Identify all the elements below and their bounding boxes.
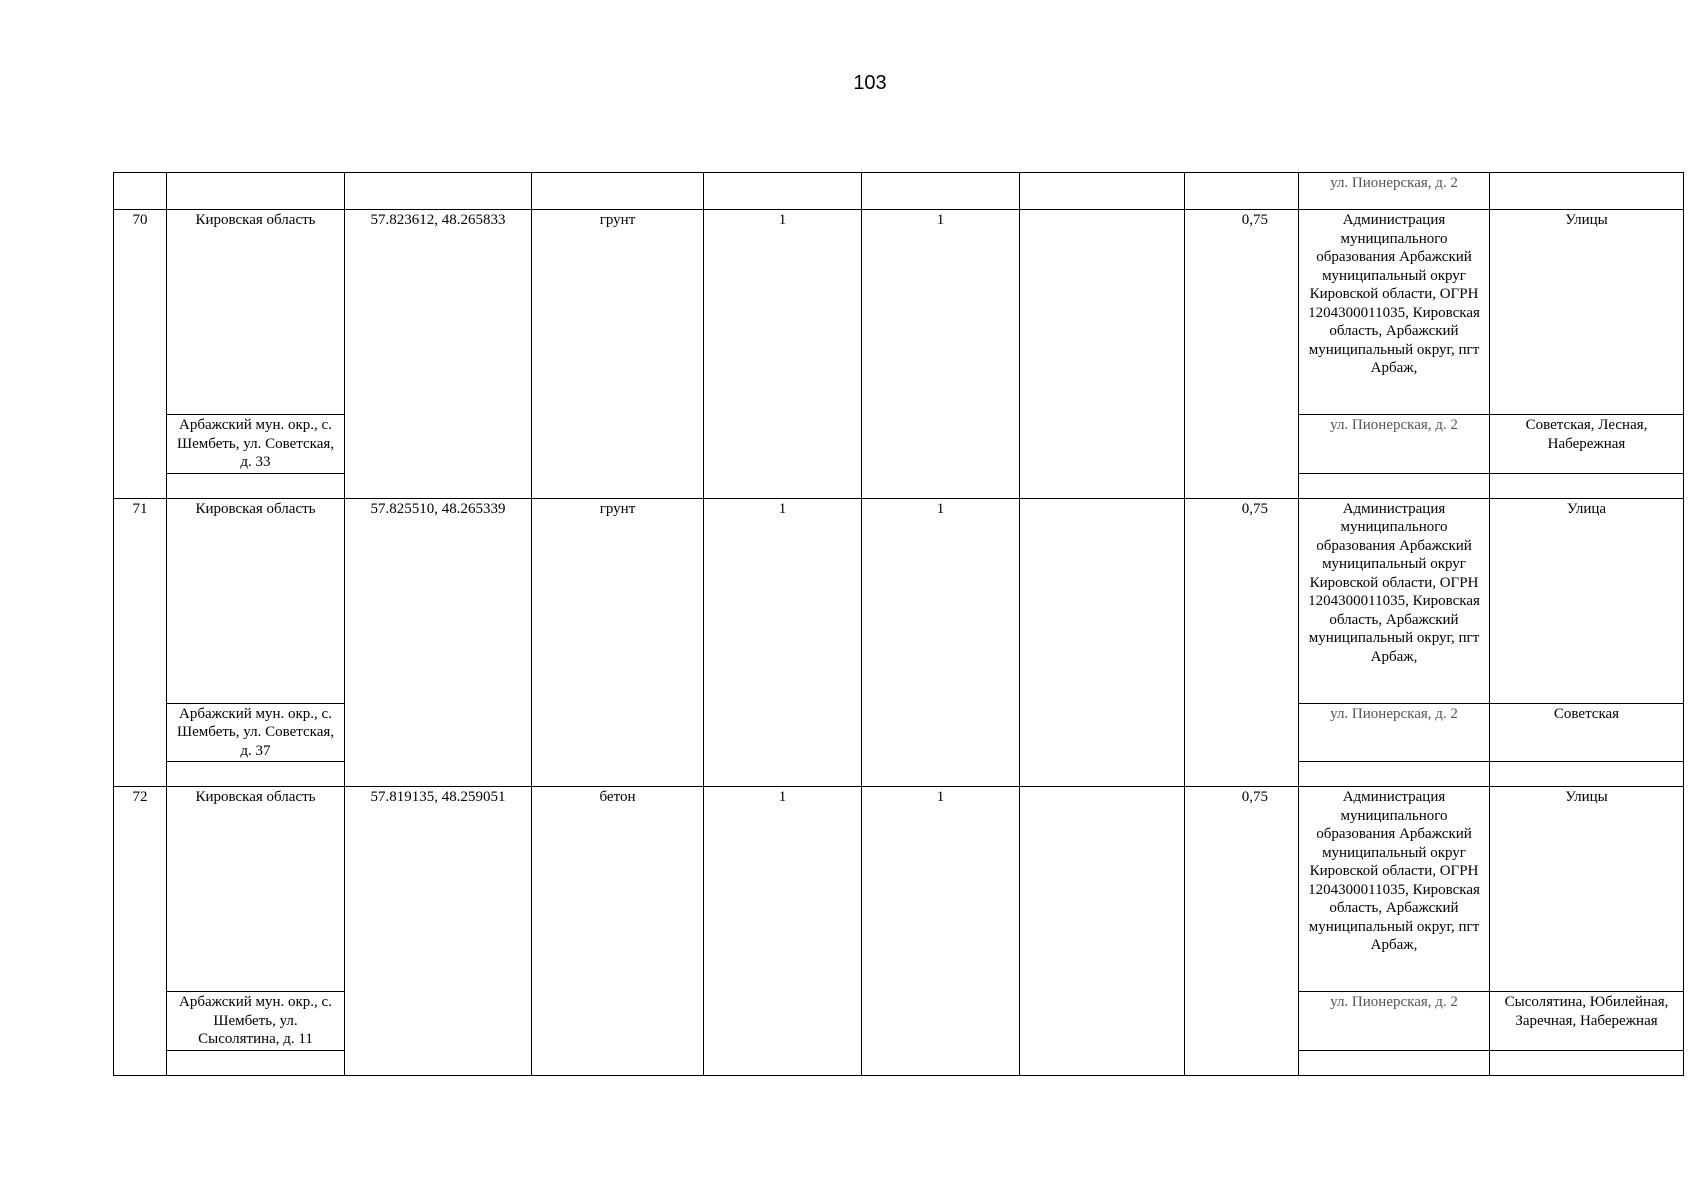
owner-tail: ул. Пионерская, д. 2 — [1299, 173, 1490, 210]
length: 0,75 — [1185, 498, 1299, 787]
col5-value: 1 — [704, 498, 862, 787]
registry-table — [113, 172, 1684, 1076]
table-row-continuation — [114, 173, 1684, 210]
owner-tail: ул. Пионерская, д. 2 — [1299, 992, 1490, 1051]
streets: Советская, Лесная, Набережная — [1490, 415, 1684, 474]
streets: Сысолятина, Юбилейная, Заречная, Набережная — [1490, 992, 1684, 1051]
region: Кировская область — [167, 787, 345, 992]
address: Арбажский мун. окр., с. Шембеть, ул. Советская, д. 33 — [167, 415, 345, 474]
owner: Администрация муниципального образования Арбажский муниципальный округ Кировской области, ОГРН 1204300011035, Кировская область, Арбажский муниципальный округ, пгт Арбаж, — [1299, 210, 1490, 415]
coordinates: 57.825510, 48.265339 — [345, 498, 532, 787]
row-number: 70 — [114, 210, 167, 499]
owner: Администрация муниципального образования Арбажский муниципальный округ Кировской области, ОГРН 1204300011035, Кировская область, Арбажский муниципальный округ, пгт Арбаж, — [1299, 498, 1490, 703]
region: Кировская область — [167, 498, 345, 703]
address: Арбажский мун. окр., с. Шембеть, ул. Сысолятина, д. 11 — [167, 992, 345, 1051]
row-number: 71 — [114, 498, 167, 787]
col6-value: 1 — [862, 787, 1020, 1076]
table-row — [114, 498, 1684, 703]
streets-title: Улицы — [1490, 210, 1684, 415]
length: 0,75 — [1185, 787, 1299, 1076]
streets-title: Улицы — [1490, 787, 1684, 992]
address: Арбажский мун. окр., с. Шембеть, ул. Советская, д. 37 — [167, 703, 345, 762]
col5-value: 1 — [704, 210, 862, 499]
streets: Советская — [1490, 703, 1684, 762]
streets-title: Улица — [1490, 498, 1684, 703]
col6-value: 1 — [862, 210, 1020, 499]
col7-value — [1020, 787, 1185, 1076]
surface: грунт — [532, 210, 704, 499]
surface: бетон — [532, 787, 704, 1076]
col7-value — [1020, 210, 1185, 499]
coordinates: 57.819135, 48.259051 — [345, 787, 532, 1076]
page-number: 103 — [853, 72, 887, 94]
col6-value: 1 — [862, 498, 1020, 787]
owner-tail: ул. Пионерская, д. 2 — [1299, 415, 1490, 474]
table-row — [114, 210, 1684, 415]
coordinates: 57.823612, 48.265833 — [345, 210, 532, 499]
region: Кировская область — [167, 210, 345, 415]
owner-tail: ул. Пионерская, д. 2 — [1299, 703, 1490, 762]
col7-value — [1020, 498, 1185, 787]
surface: грунт — [532, 498, 704, 787]
row-number: 72 — [114, 787, 167, 1076]
owner: Администрация муниципального образования Арбажский муниципальный округ Кировской области, ОГРН 1204300011035, Кировская область, Арбажский муниципальный округ, пгт Арбаж, — [1299, 787, 1490, 992]
table-row — [114, 787, 1684, 992]
col5-value: 1 — [704, 787, 862, 1076]
length: 0,75 — [1185, 210, 1299, 499]
